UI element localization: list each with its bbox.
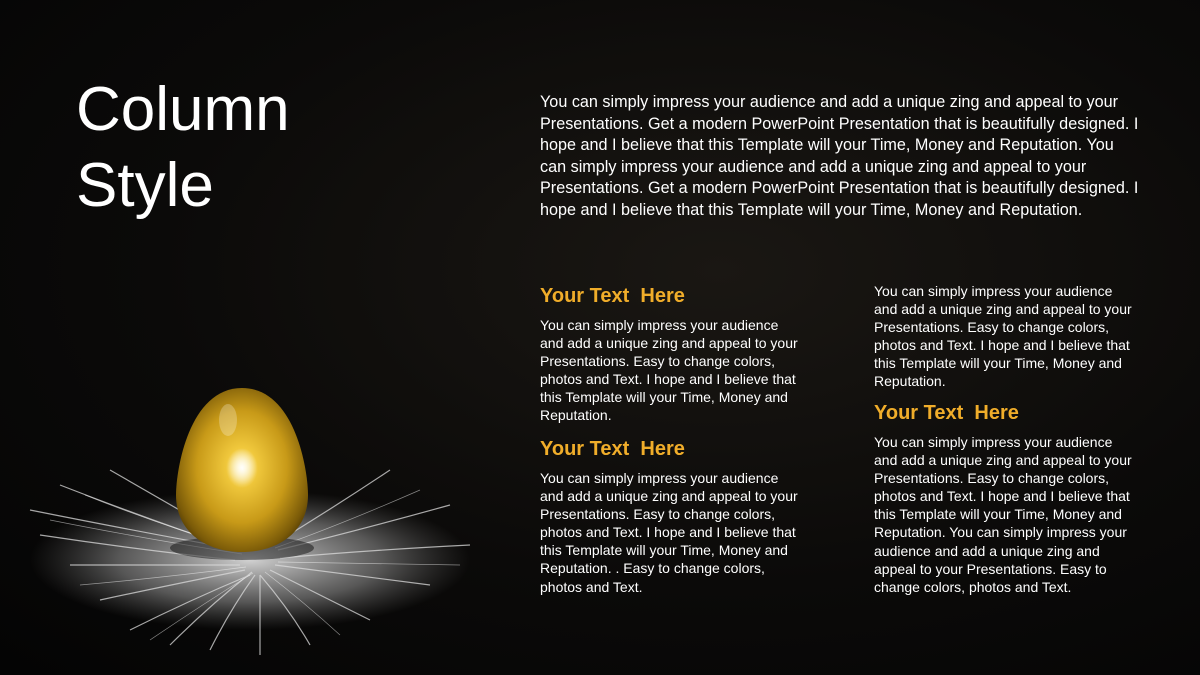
left-body-1: You can simply impress your audience and add a unique zing and appeal to your Presentations. Easy to change colors, photos and Text. I hope and I believe that this Template will your Time, Money and Reputation. [540, 317, 798, 424]
title-line-1: Column [76, 75, 290, 144]
right-body-top: You can simply impress your audience and add a unique zing and appeal to your Presentations. Easy to change colors, photos and Text. I hope and I believe that this Template will your Time, Money and Reputation. [874, 283, 1132, 390]
intro-paragraph: You can simply impress your audience and add a unique zing and appeal to your Presentations. Get a modern PowerPoint Presentation that is beautifully designed. I hope and I believe that this Template will your Time, Money and Reputation. You can simply impress your audience and add a unique zing and appeal to your Presentations. Get a modern PowerPoint Presentation that is beautifully designed. I hope and I believe that this Template will your Time, Money and Reputation. [540, 93, 1139, 219]
right-heading: Your Text Here [874, 402, 1019, 424]
left-heading-1: Your Text Here [540, 285, 685, 307]
slide-title [76, 72, 456, 224]
left-body-2: You can simply impress your audience and add a unique zing and appeal to your Presentations. Easy to change colors, photos and Text. I hope and I believe that this Template will your Time, Money and Reputation. . Easy to change colors, photos and Text. [540, 470, 798, 595]
left-heading-2: Your Text Here [540, 438, 685, 460]
golden-egg-image [10, 360, 490, 660]
title-line-2: Style [76, 151, 214, 220]
right-body: You can simply impress your audience and add a unique zing and appeal to your Presentations. Easy to change colors, photos and Text. I hope and I believe that this Template will your Time, Money and Reputation. You can simply impress your audience and add a unique zing and appeal to your Presentations. Easy to change colors, photos and Text. [874, 434, 1132, 595]
